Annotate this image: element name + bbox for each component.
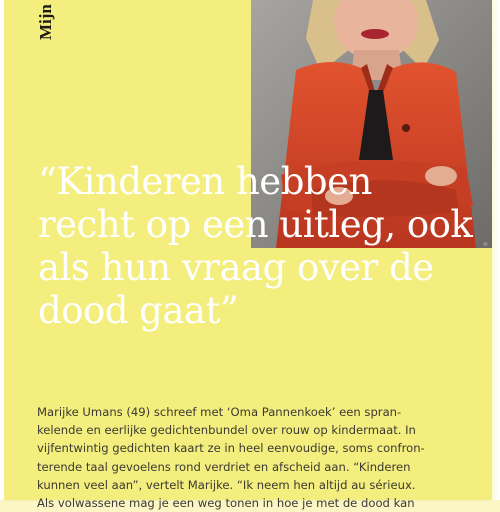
article-body (37, 403, 487, 512)
pull-quote-line: als hun vraag over de (38, 246, 434, 289)
page-gutter (0, 0, 4, 500)
article-line: Marijke Umans (49) schreef met ‘Oma Pannenkoek’ een spran- (37, 405, 402, 419)
section-label: Mijn (36, 4, 55, 40)
article-line: Als volwassene mag je een weg tonen in hoe je met de dood kan (37, 496, 415, 511)
pull-quote-line: recht op een uitleg, ook (38, 203, 473, 246)
pull-quote (38, 160, 478, 332)
pull-quote-line: “Kinderen hebben (38, 160, 372, 203)
article-line: vijfentwintig gedichten kaart ze in heel eenvoudige, soms confron- (37, 441, 425, 456)
article-line: terende taal gevoelens rond verdriet en afscheid aan. “Kinderen (37, 459, 411, 474)
pull-quote-line: dood gaat” (38, 289, 239, 332)
article-line: kunnen veel aan”, vertelt Marijke. “Ik neem hen altijd au sérieux. (37, 477, 416, 492)
photo-credit: © (484, 242, 490, 246)
page-edge (492, 0, 500, 500)
article-line: kelende en eerlijke gedichtenbundel over rouw op kindermaat. In (37, 423, 416, 438)
